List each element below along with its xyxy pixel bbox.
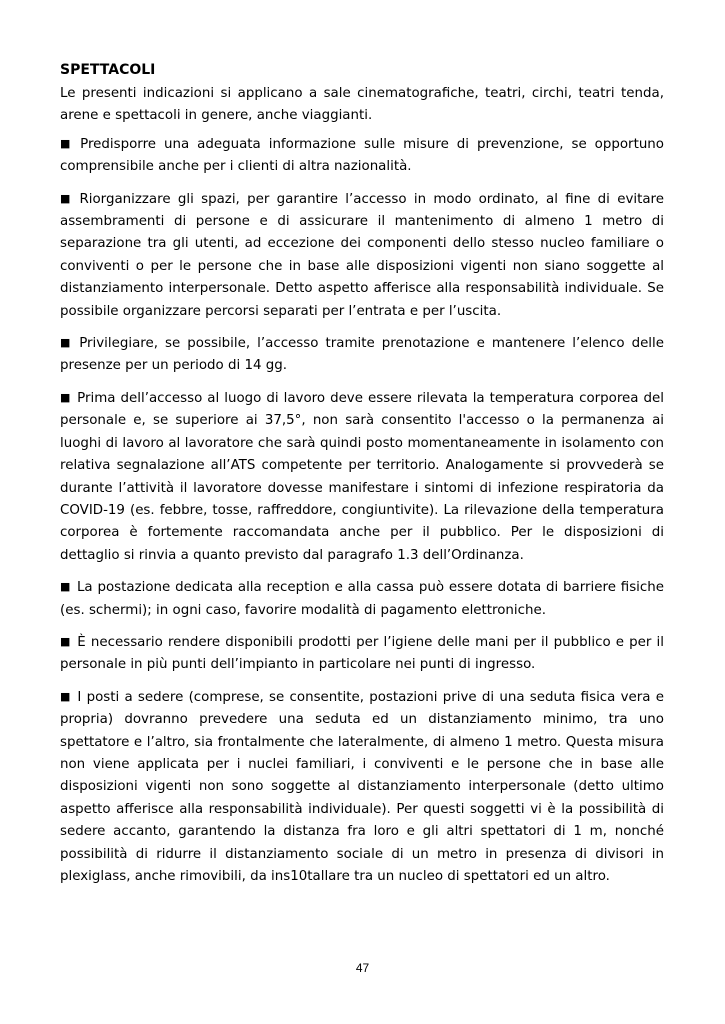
bullet-text: Riorganizzare gli spazi, per garantire l’accesso in modo ordinato, al fine di evitare assembramenti di persone e di assicurare il mantenimento di almeno 1 metro di separazione tra gli utenti, ad eccezione dei componenti dello stesso nucleo familiare o conviventi o per le persone che in base alle disposizioni vigenti non siano soggette al distanziamento interpersonale. Detto aspetto afferisce alla responsabilità individuale. Se possibile organizzare percorsi separati per l’entrata e per l’uscita. <box>60 191 664 319</box>
bullet-item-1 <box>60 134 664 179</box>
bullet-icon: ■ <box>60 580 71 594</box>
bullet-icon: ■ <box>60 136 75 150</box>
section-title: SPETTACOLI <box>60 62 156 78</box>
bullet-text: I posti a sedere (comprese, se consentite, postazioni prive di una seduta fisica vera e propria) dovranno prevedere una seduta ed un distanziamento minimo, tra uno spettatore e l’altro, sia frontalmente che lateralmente, di almeno 1 metro. Questa misura non viene applicata per i nuclei familiari, i conviventi e le persone che in base alle disposizioni vigenti non sono soggette al distanziamento interpersonale (detto ultimo aspetto afferisce alla responsabilità individuale). Per questi soggetti vi è la possibilità di sedere accanto, garantendo la distanza fra loro e gli altri spettatori di 1 m, nonché possibilità di ridurre il distanziamento sociale di un metro in presenza di divisori in plexiglass, anche rimovibili, da ins10tallare tra un nucleo di spettatori ed un altro. <box>60 689 664 884</box>
bullet-icon: ■ <box>60 390 72 404</box>
bullet-item-7 <box>60 687 664 889</box>
bullet-icon: ■ <box>60 336 74 350</box>
bullet-item-5 <box>60 577 664 622</box>
bullet-item-3 <box>60 333 664 378</box>
bullet-text: Prima dell’accesso al luogo di lavoro deve essere rilevata la temperatura corporea del personale e, se superiore ai 37,5°, non sarà consentito l'accesso o la permanenza ai luoghi di lavoro al lavoratore che sarà quindi posto momentaneamente in isolamento con relativa segnalazione all’ATS competente per territorio. Analogamente si provvederà se durante l’attività il lavoratore dovesse manifestare i sintomi di infezione respiratoria da COVID-19 (es. febbre, tosse, raffreddore, congiuntivite). La rilevazione della temperatura corporea è fortemente raccomandata anche per il pubblico. Per le disposizioni di dettaglio si rinvia a quanto previsto dal paragrafo 1.3 dell’Ordinanza. <box>60 390 664 563</box>
bullet-text: Predisporre una adeguata informazione sulle misure di prevenzione, se opportuno comprensibile anche per i clienti di altra nazionalità. <box>60 136 664 175</box>
bullet-icon: ■ <box>60 191 74 205</box>
bullet-item-4 <box>60 388 664 567</box>
page-number: 47 <box>355 961 370 975</box>
bullet-item-6 <box>60 632 664 677</box>
document-body <box>60 59 664 898</box>
bullet-text: Privilegiare, se possibile, l’accesso tramite prenotazione e mantenere l’elenco delle presenze per un periodo di 14 gg. <box>60 336 664 374</box>
bullet-text: La postazione dedicata alla reception e alla cassa può essere dotata di barriere fisiche (es. schermi); in ogni caso, favorire modalità di pagamento elettroniche. <box>60 580 664 618</box>
bullet-icon: ■ <box>60 634 72 648</box>
bullet-item-2 <box>60 189 664 323</box>
intro-paragraph: Le presenti indicazioni si applicano a sale cinematografiche, teatri, circhi, teatri tenda, arene e spettacoli in genere, anche viaggianti. <box>60 86 664 124</box>
bullet-text: È necessario rendere disponibili prodotti per l’igiene delle mani per il pubblico e per il personale in più punti dell’impianto in particolare nei punti di ingresso. <box>60 634 664 673</box>
bullet-icon: ■ <box>60 689 72 703</box>
